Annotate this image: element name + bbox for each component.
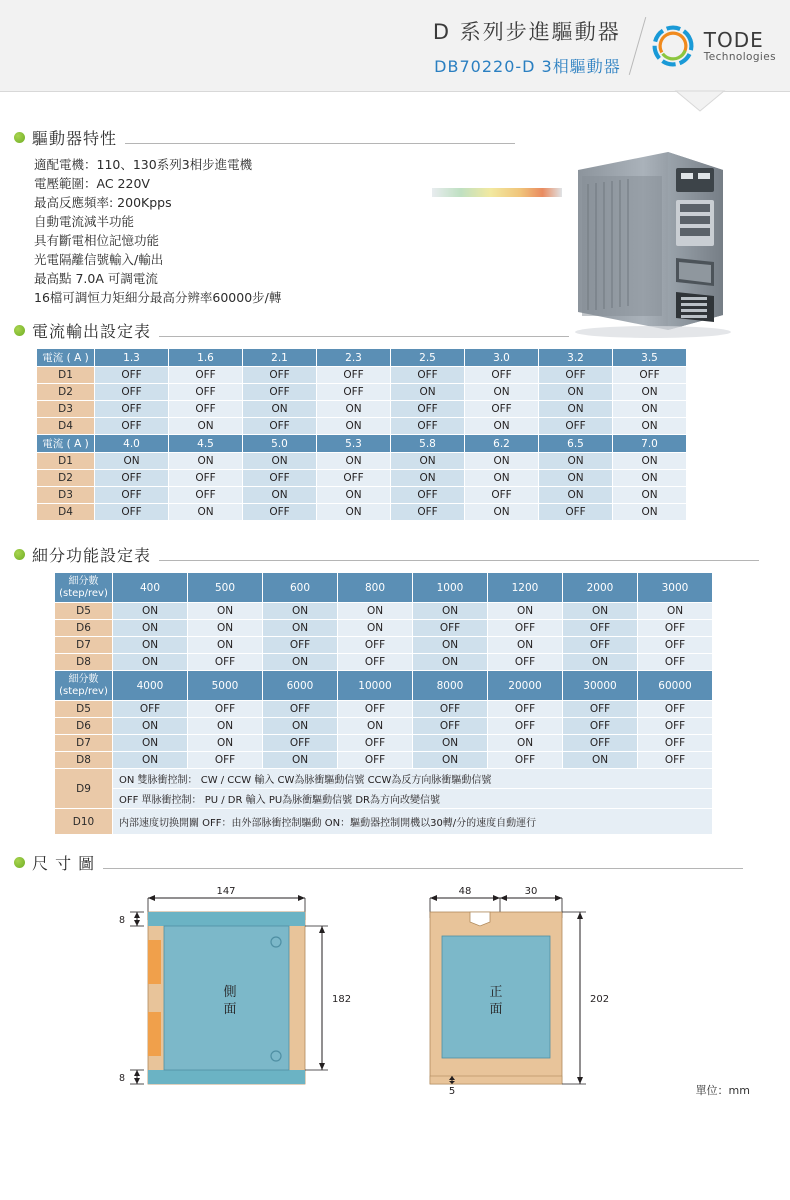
header-cell: 3.5 <box>613 349 687 367</box>
header-cell: 2.3 <box>317 349 391 367</box>
row-label: D3 <box>37 401 95 418</box>
header-cell: 5000 <box>188 671 263 701</box>
heading-rule <box>103 868 743 869</box>
table-cell: OFF <box>413 620 488 637</box>
row-label: D5 <box>55 701 113 718</box>
table-cell: ON <box>188 620 263 637</box>
table-cell: OFF <box>95 367 169 384</box>
table-row <box>55 809 713 835</box>
table-cell: ON <box>243 453 317 470</box>
table-cell: OFF <box>465 487 539 504</box>
table-row <box>37 401 687 418</box>
table-cell: ON <box>113 603 188 620</box>
table-cell: OFF <box>488 654 563 671</box>
table-cell: ON <box>188 637 263 654</box>
table-cell: OFF <box>638 620 713 637</box>
table-cell: ON <box>613 384 687 401</box>
logo-name: TODE <box>703 27 764 52</box>
table-cell: ON <box>563 654 638 671</box>
table-cell: ON <box>613 418 687 435</box>
row-label: D8 <box>55 752 113 769</box>
features-title: 驅動器特性 <box>32 129 118 148</box>
table-cell: OFF <box>638 637 713 654</box>
row-label: D1 <box>37 453 95 470</box>
row-label: D2 <box>37 470 95 487</box>
section-heading-dimensions <box>14 851 790 874</box>
heading-rule <box>125 143 515 144</box>
table-cell: OFF <box>638 701 713 718</box>
decorative-gradient-bar <box>432 188 562 197</box>
header-cell: 800 <box>338 573 413 603</box>
table-cell: ON <box>391 384 465 401</box>
microstep-setting-table <box>54 572 713 835</box>
header-cell: 2.5 <box>391 349 465 367</box>
table-cell: OFF <box>243 367 317 384</box>
table-row <box>37 487 687 504</box>
list-item: 適配電機：110、130系列3相步進電機 <box>34 157 253 172</box>
table-cell: ON <box>263 620 338 637</box>
table-cell: OFF <box>563 735 638 752</box>
table-cell: OFF <box>391 487 465 504</box>
table-cell: ON <box>613 470 687 487</box>
table-cell: ON <box>317 504 391 521</box>
table-cell: ON <box>488 735 563 752</box>
table-cell: OFF <box>391 367 465 384</box>
header-cell: 1.6 <box>169 349 243 367</box>
header-cell: 5.8 <box>391 435 465 453</box>
row-label: D4 <box>37 504 95 521</box>
table-cell: OFF <box>488 701 563 718</box>
side-view <box>119 886 351 1084</box>
table-row <box>37 504 687 521</box>
table-row <box>55 789 713 809</box>
table-cell: OFF <box>263 637 338 654</box>
table-cell: ON <box>465 418 539 435</box>
header-label: 電流 ( A ) <box>37 349 95 367</box>
table-cell: ON <box>243 401 317 418</box>
table-cell: OFF <box>638 654 713 671</box>
row-label: D1 <box>37 367 95 384</box>
table-cell: OFF <box>95 401 169 418</box>
table-cell: ON <box>613 504 687 521</box>
svg-text:5: 5 <box>448 1086 456 1097</box>
table-cell: ON <box>113 620 188 637</box>
header-cell: 3000 <box>638 573 713 603</box>
table-cell: ON <box>465 504 539 521</box>
svg-text:8: 8 <box>118 915 125 926</box>
bullet-dot-icon <box>14 132 25 143</box>
table-cell: ON <box>338 620 413 637</box>
table-cell: OFF <box>638 752 713 769</box>
header-cell: 20000 <box>488 671 563 701</box>
table-cell: ON <box>413 735 488 752</box>
current-output-table <box>36 348 687 521</box>
table-cell: OFF <box>243 418 317 435</box>
header-cell: 1200 <box>488 573 563 603</box>
table-cell: ON <box>113 752 188 769</box>
dimension-drawing <box>100 880 790 1100</box>
table-row <box>55 718 713 735</box>
header-label <box>55 671 113 701</box>
row-label: D3 <box>37 487 95 504</box>
header-cell: 5.3 <box>317 435 391 453</box>
table-cell: OFF <box>563 701 638 718</box>
header-cell: 6.2 <box>465 435 539 453</box>
page-header <box>0 0 790 92</box>
table-cell: OFF <box>263 735 338 752</box>
header-cell: 1000 <box>413 573 488 603</box>
table-cell: OFF <box>391 504 465 521</box>
title-block <box>433 16 637 77</box>
header-cell: 2.1 <box>243 349 317 367</box>
table-cell: ON <box>338 718 413 735</box>
logo-tagline: Technologies <box>703 50 776 63</box>
table-cell: OFF <box>338 654 413 671</box>
table-cell: ON <box>113 637 188 654</box>
row-label: D6 <box>55 620 113 637</box>
table-header-row <box>37 435 687 453</box>
list-item: 具有斷電相位記憶功能 <box>34 233 160 248</box>
bullet-dot-icon <box>14 325 25 336</box>
table-cell: OFF <box>188 701 263 718</box>
table-cell: OFF <box>95 487 169 504</box>
table-cell: OFF <box>188 654 263 671</box>
table-cell: OFF <box>338 701 413 718</box>
table-cell: OFF <box>338 637 413 654</box>
table-cell: OFF <box>563 718 638 735</box>
svg-text:48: 48 <box>458 886 472 897</box>
table-cell: OFF <box>95 504 169 521</box>
table-header-row <box>55 573 713 603</box>
header-cell: 10000 <box>338 671 413 701</box>
table-cell: OFF <box>338 752 413 769</box>
row-label: D8 <box>55 654 113 671</box>
note-cell: OFF 單脉衝控制： PU / DR 輸入 PU為脉衝驅動信號 DR為方向改變信號 <box>113 789 713 809</box>
table-cell: ON <box>638 603 713 620</box>
bullet-dot-icon <box>14 857 25 868</box>
table-cell: ON <box>317 453 391 470</box>
table-cell: OFF <box>317 470 391 487</box>
table-cell: OFF <box>317 367 391 384</box>
header-cell: 600 <box>263 573 338 603</box>
header-cell: 8000 <box>413 671 488 701</box>
table-cell: ON <box>263 718 338 735</box>
table-cell: OFF <box>488 718 563 735</box>
table-cell: ON <box>613 401 687 418</box>
table-cell: OFF <box>613 367 687 384</box>
svg-text:30: 30 <box>524 886 538 897</box>
table-cell: ON <box>188 603 263 620</box>
table-cell: OFF <box>563 637 638 654</box>
svg-text:202: 202 <box>590 994 610 1005</box>
table-cell: OFF <box>169 487 243 504</box>
table-cell: ON <box>263 654 338 671</box>
front-view <box>430 886 609 1097</box>
header-label-line1: 細分數 <box>68 575 99 587</box>
list-item: 光電隔離信號輸入/輸出 <box>34 252 164 267</box>
table-cell: OFF <box>169 367 243 384</box>
table-cell: ON <box>465 384 539 401</box>
table-row <box>55 752 713 769</box>
table-cell: ON <box>413 752 488 769</box>
table-cell: OFF <box>391 401 465 418</box>
table-row <box>37 453 687 470</box>
table-cell: OFF <box>188 752 263 769</box>
table-header-row <box>55 671 713 701</box>
table-row <box>55 637 713 654</box>
current-table-title: 電流輸出設定表 <box>32 322 152 341</box>
table-row <box>37 418 687 435</box>
table-cell: ON <box>465 470 539 487</box>
table-row <box>55 735 713 752</box>
list-item: 最高反應頻率: 200Kpps <box>34 195 172 210</box>
table-cell: ON <box>95 453 169 470</box>
row-label: D9 <box>55 769 113 809</box>
list-item: 電壓範圍：AC 220V <box>34 176 150 191</box>
header-label <box>55 573 113 603</box>
table-cell: ON <box>488 637 563 654</box>
svg-text:147: 147 <box>216 886 236 897</box>
header-cell: 4.5 <box>169 435 243 453</box>
table-row <box>55 654 713 671</box>
table-cell: ON <box>391 453 465 470</box>
table-cell: OFF <box>413 718 488 735</box>
table-row <box>55 620 713 637</box>
table-cell: ON <box>263 752 338 769</box>
table-cell: ON <box>539 470 613 487</box>
table-cell: ON <box>539 487 613 504</box>
header-cell: 2000 <box>563 573 638 603</box>
note-cell: ON 雙脉衝控制： CW / CCW 輸入 CW為脉衝驅動信號 CCW為反方向脉衝驅動信號 <box>113 769 713 789</box>
header-cell: 6000 <box>263 671 338 701</box>
table-cell: OFF <box>169 470 243 487</box>
header-label-line2: (step/rev) <box>59 685 108 697</box>
row-label: D7 <box>55 637 113 654</box>
row-label: D2 <box>37 384 95 401</box>
table-cell: ON <box>243 487 317 504</box>
svg-text:8: 8 <box>118 1073 125 1084</box>
note-cell: 内部速度切换開關 OFF：由外部脉衝控制驅動 ON：驅動器控制開機以30轉/分的速度自動運行 <box>113 809 713 835</box>
row-label: D10 <box>55 809 113 835</box>
table-cell: ON <box>613 487 687 504</box>
features-list <box>34 155 454 307</box>
table-cell: ON <box>488 603 563 620</box>
header-label: 電流 ( A ) <box>37 435 95 453</box>
row-label: D5 <box>55 603 113 620</box>
table-cell: ON <box>613 453 687 470</box>
table-cell: ON <box>188 718 263 735</box>
table-cell: OFF <box>391 418 465 435</box>
row-label: D4 <box>37 418 95 435</box>
table-cell: ON <box>113 735 188 752</box>
table-cell: ON <box>317 418 391 435</box>
table-cell: ON <box>338 603 413 620</box>
header-cell: 30000 <box>563 671 638 701</box>
table-cell: OFF <box>465 367 539 384</box>
table-cell: OFF <box>243 384 317 401</box>
svg-text:面: 面 <box>223 1002 237 1017</box>
table-cell: ON <box>539 453 613 470</box>
heading-rule <box>159 560 759 561</box>
table-cell: OFF <box>113 701 188 718</box>
table-row <box>37 367 687 384</box>
table-cell: OFF <box>317 384 391 401</box>
table-cell: ON <box>188 735 263 752</box>
table-cell: OFF <box>243 504 317 521</box>
table-cell: OFF <box>243 470 317 487</box>
svg-text:182: 182 <box>332 994 352 1005</box>
product-photo <box>548 140 768 340</box>
table-cell: ON <box>169 418 243 435</box>
bullet-dot-icon <box>14 549 25 560</box>
page-subtitle: DB70220-D 3相驅動器 <box>434 56 621 76</box>
row-label: D7 <box>55 735 113 752</box>
header-cell: 7.0 <box>613 435 687 453</box>
table-cell: OFF <box>413 701 488 718</box>
table-cell: ON <box>391 470 465 487</box>
table-cell: ON <box>539 384 613 401</box>
table-cell: ON <box>113 654 188 671</box>
brand-logo <box>650 23 782 69</box>
table-row <box>55 603 713 620</box>
header-cell: 1.3 <box>95 349 169 367</box>
table-cell: OFF <box>263 701 338 718</box>
gear-circle-icon <box>650 23 696 69</box>
table-cell: ON <box>413 603 488 620</box>
header-label-line1: 細分數 <box>68 673 99 685</box>
table-cell: OFF <box>338 735 413 752</box>
table-cell: OFF <box>95 418 169 435</box>
table-cell: OFF <box>638 735 713 752</box>
table-cell: ON <box>169 453 243 470</box>
table-cell: ON <box>563 603 638 620</box>
header-cell: 5.0 <box>243 435 317 453</box>
table-cell: OFF <box>488 620 563 637</box>
header-cell: 6.5 <box>539 435 613 453</box>
table-cell: ON <box>169 504 243 521</box>
header-cell: 400 <box>113 573 188 603</box>
table-cell: OFF <box>539 504 613 521</box>
list-item: 16檔可調恒力矩細分最高分辨率60000步/轉 <box>34 290 282 305</box>
table-cell: OFF <box>488 752 563 769</box>
table-cell: OFF <box>95 384 169 401</box>
list-item: 自動電流減半功能 <box>34 214 135 229</box>
header-cell: 60000 <box>638 671 713 701</box>
table-row <box>55 701 713 718</box>
table-cell: OFF <box>169 401 243 418</box>
table-cell: ON <box>563 752 638 769</box>
table-cell: ON <box>465 453 539 470</box>
header-cell: 4000 <box>113 671 188 701</box>
row-label: D6 <box>55 718 113 735</box>
header-cell: 500 <box>188 573 263 603</box>
table-cell: ON <box>263 603 338 620</box>
table-cell: ON <box>539 401 613 418</box>
section-heading-microstep <box>14 543 790 566</box>
table-cell: OFF <box>638 718 713 735</box>
heading-rule <box>159 336 569 337</box>
svg-text:側: 側 <box>223 985 237 1000</box>
dimensions-title: 尺 寸 圖 <box>32 854 96 873</box>
table-cell: OFF <box>563 620 638 637</box>
svg-text:正: 正 <box>489 985 503 1000</box>
table-cell: ON <box>317 487 391 504</box>
table-row <box>55 769 713 789</box>
header-cell: 3.2 <box>539 349 613 367</box>
list-item: 最高點 7.0A 可調電流 <box>34 271 158 286</box>
table-cell: OFF <box>95 470 169 487</box>
table-cell: ON <box>413 654 488 671</box>
table-cell: OFF <box>169 384 243 401</box>
table-header-row <box>37 349 687 367</box>
table-cell: OFF <box>539 418 613 435</box>
svg-text:面: 面 <box>489 1002 503 1017</box>
header-cell: 3.0 <box>465 349 539 367</box>
page-title: D 系列步進驅動器 <box>432 19 621 44</box>
table-cell: ON <box>317 401 391 418</box>
table-row <box>37 470 687 487</box>
table-row <box>37 384 687 401</box>
table-cell: ON <box>413 637 488 654</box>
header-label-line2: (step/rev) <box>59 587 108 599</box>
table-cell: ON <box>113 718 188 735</box>
table-cell: OFF <box>539 367 613 384</box>
microstep-table-title: 細分功能設定表 <box>32 546 152 565</box>
unit-label: 單位：mm <box>695 1084 750 1097</box>
table-cell: OFF <box>465 401 539 418</box>
header-cell: 4.0 <box>95 435 169 453</box>
